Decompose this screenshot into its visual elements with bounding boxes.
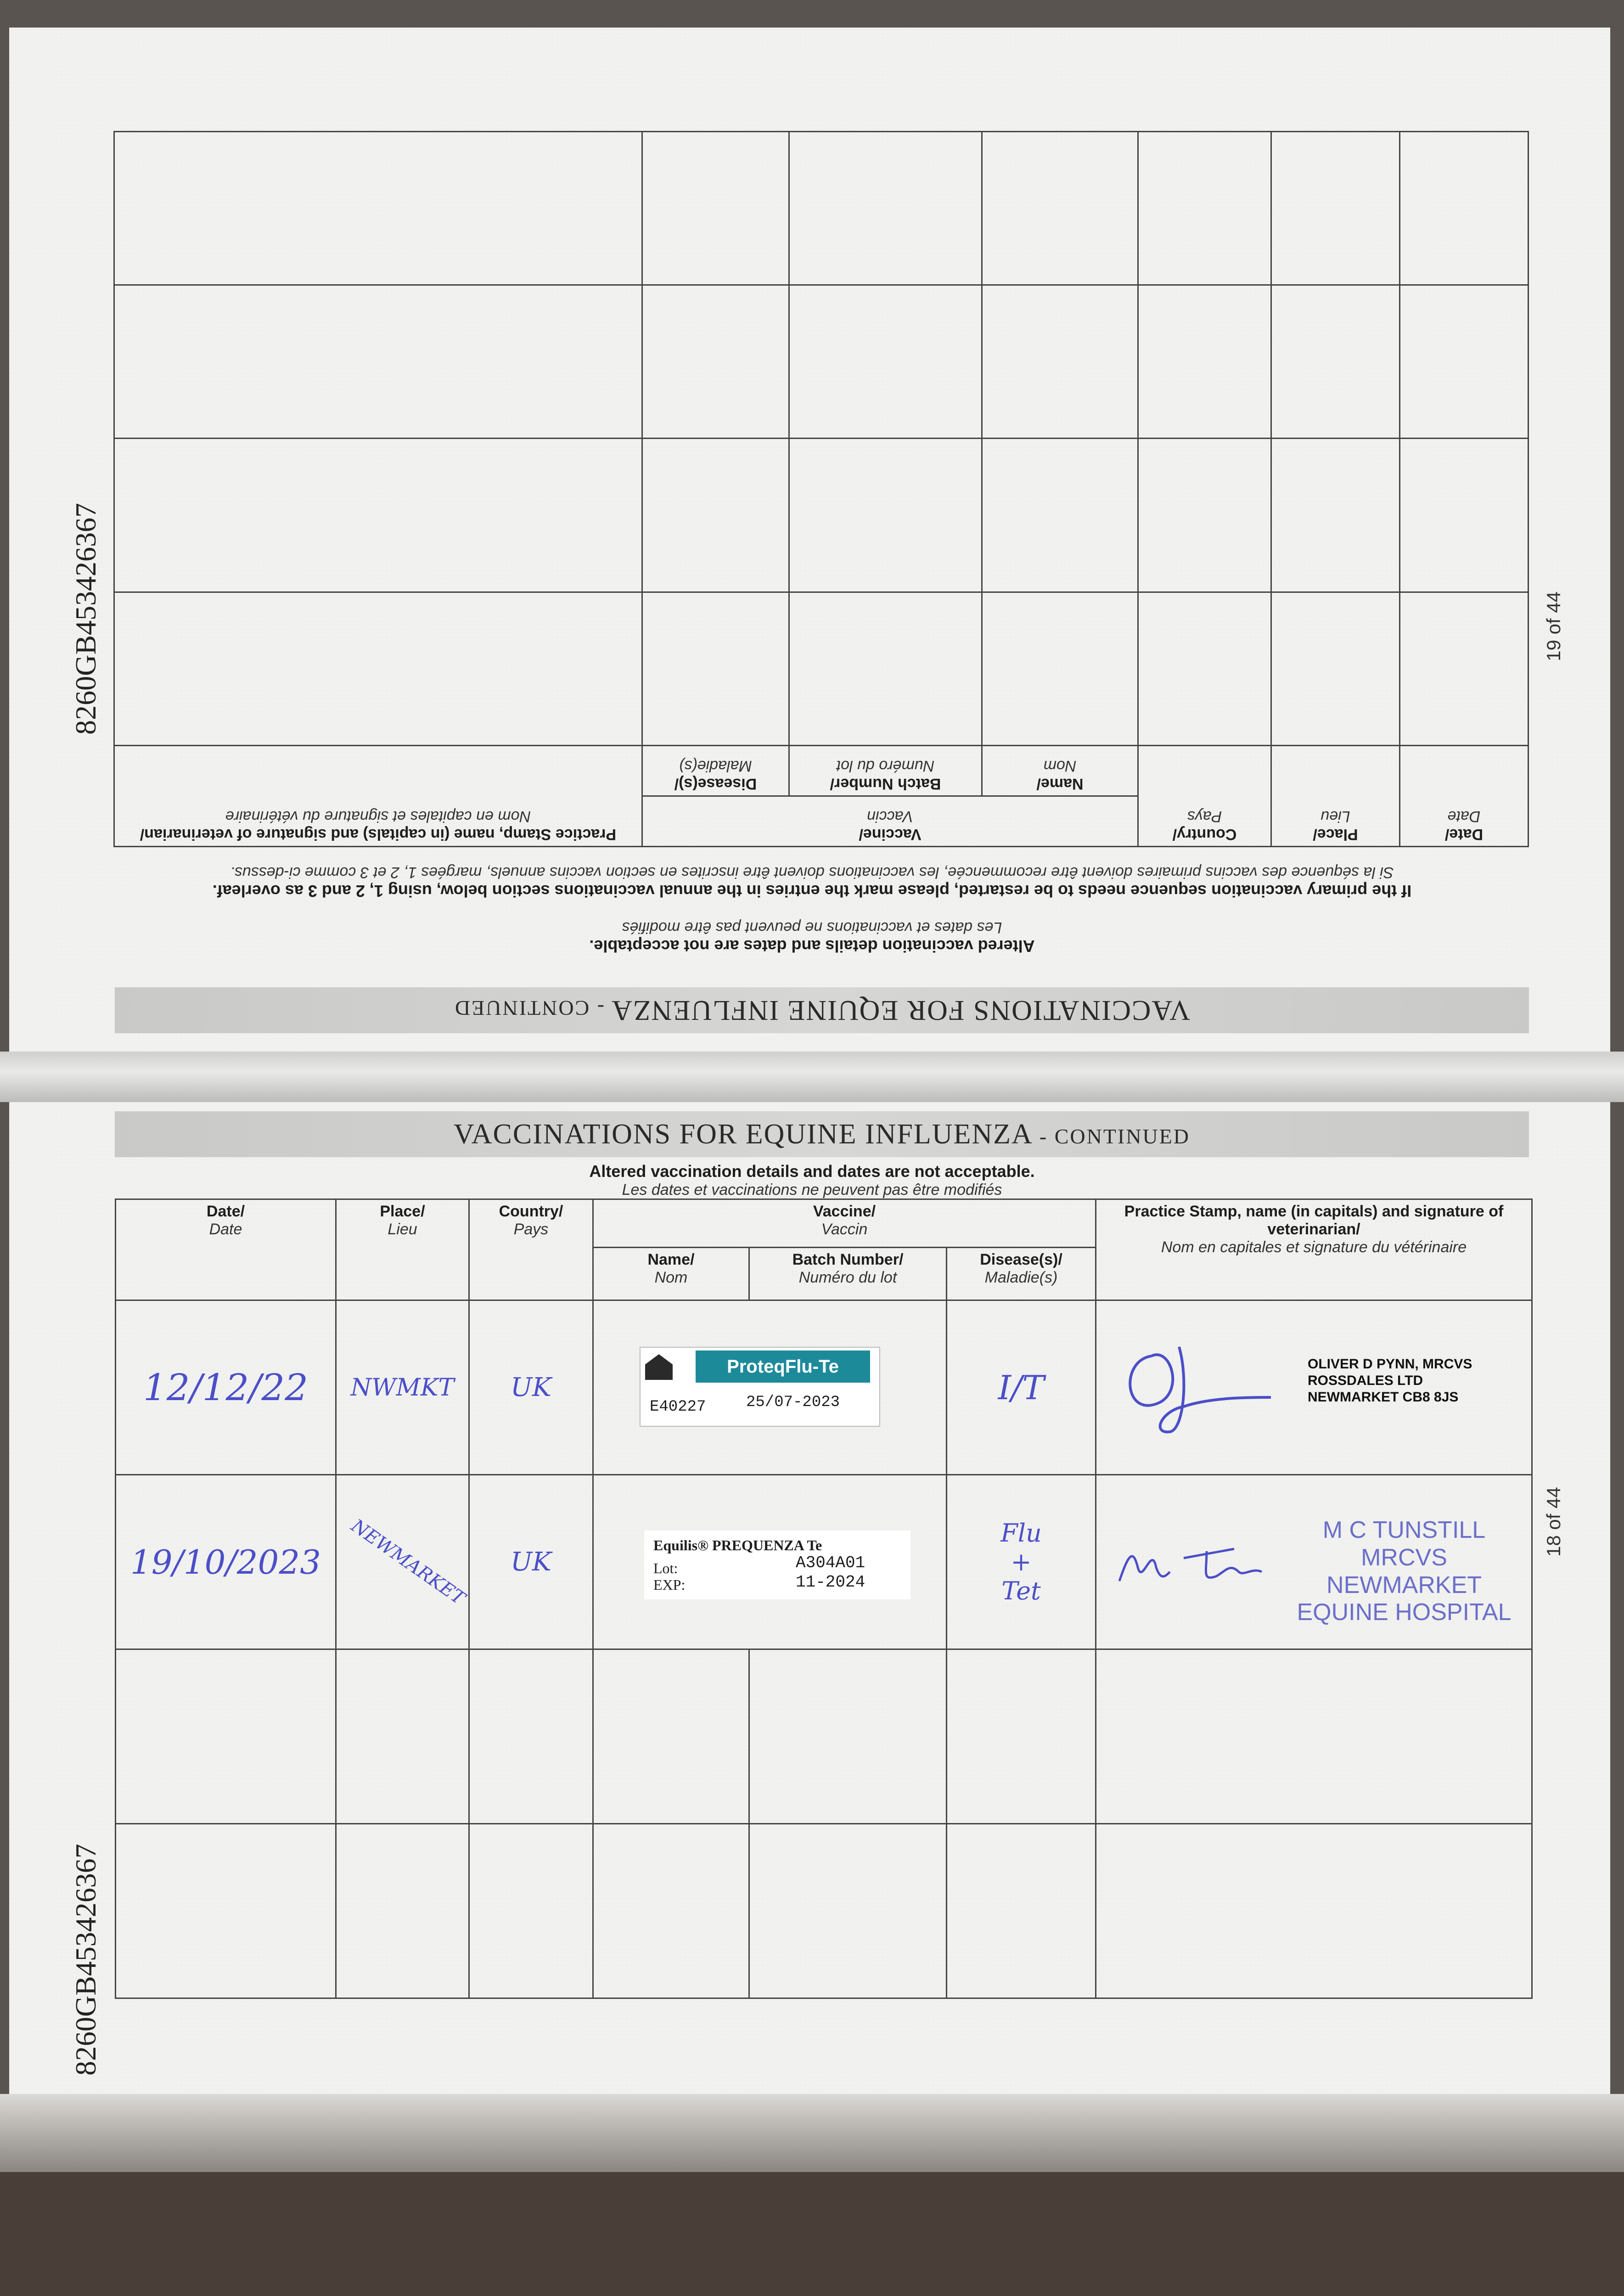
row1-vaccine-sticker-cell	[594, 1301, 946, 1474]
header-country: Country/ Pays	[1138, 746, 1271, 847]
vet-signature-1	[1110, 1328, 1276, 1439]
practice-stamp-1	[1308, 1356, 1472, 1406]
top-altered-notice	[0, 918, 1624, 956]
table-row	[114, 132, 1528, 285]
table-row	[114, 285, 1528, 439]
header-batch: Batch Number/ Numéro du lot	[749, 1248, 947, 1300]
altered-notice-fr: Les dates et vaccinations ne peuvent pas être modifiés	[622, 919, 1002, 936]
vaccine-brand: Equilis® PREQUENZA Te	[653, 1537, 822, 1553]
row2-place: NEWMARKET	[347, 1515, 469, 1609]
vaccine-batch: A304A01	[796, 1553, 865, 1572]
header-date: Date/ Date	[116, 1199, 336, 1300]
passport-number-top: 8260GB453426367	[69, 503, 102, 735]
stamp-line: M C TUNSTILL MRCVS	[1322, 1517, 1486, 1571]
top-vaccination-table-block	[115, 131, 1529, 847]
row2-disease-line2: +	[1011, 1548, 1032, 1576]
row1-practice-cell	[1096, 1301, 1531, 1474]
altered-notice-en: Altered vaccination details and dates are not acceptable.	[589, 1162, 1035, 1181]
stamp-line: NEWMARKET CB8 8JS	[1308, 1390, 1459, 1405]
header-place: Place/ Lieu	[336, 1199, 469, 1300]
passport-number-bottom: 8260GB453426367	[69, 1844, 102, 2076]
stamp-line: NEWMARKET	[1326, 1571, 1482, 1598]
page-number-top: 19 of 44	[1543, 591, 1564, 661]
house-icon	[645, 1354, 673, 1380]
table-row	[116, 1300, 1532, 1475]
table-row	[114, 439, 1528, 592]
table-row	[116, 1649, 1532, 1824]
altered-notice-en: Altered vaccination details and dates are not acceptable.	[589, 937, 1035, 956]
header-disease: Disease(s)/ Maladie(s)	[947, 1248, 1096, 1300]
row1-place: NWMKT	[350, 1373, 455, 1401]
vaccine-brand: ProteqFlu-Te	[696, 1351, 870, 1383]
vaccine-expiry: 25/07-2023	[746, 1394, 840, 1411]
header-vaccine: Vaccine/ Vaccin	[642, 796, 1138, 847]
page-number-bottom: 18 of 44	[1543, 1487, 1564, 1557]
bottom-banner	[115, 1111, 1529, 1157]
row2-date: 19/10/2023	[130, 1542, 321, 1581]
page-edge	[0, 2094, 1624, 2172]
book-spine	[0, 1052, 1624, 1102]
vaccine-expiry: 11-2024	[796, 1573, 865, 1592]
banner-title: VACCINATIONS FOR EQUINE INFLUENZA	[612, 995, 1191, 1026]
top-banner	[115, 987, 1529, 1033]
sequence-note-fr: Si la séquence des vaccins primaires doivent être recommencée, les vaccinations doivent être inscrites en section vaccins annuels, margées 1, 2 et 3 comme ci-dessus.	[230, 864, 1394, 881]
banner-title: VACCINATIONS FOR EQUINE INFLUENZA	[453, 1119, 1032, 1150]
banner-continued: - CONTINUED	[454, 996, 605, 1020]
header-country: Country/ Pays	[469, 1199, 593, 1300]
sequence-note-en: If the primary vaccination sequence needs to be restarted, please mark the entries in the annual vaccinations section below, using 1, 2 and 3 as overleaf.	[212, 882, 1412, 900]
header-place: Place/ Lieu	[1271, 746, 1400, 847]
row1-country: UK	[510, 1373, 552, 1402]
top-vaccination-table	[113, 131, 1529, 847]
row2-disease-line3: Tet	[1001, 1576, 1041, 1605]
table-row	[114, 592, 1528, 745]
header-vaccine: Vaccine/ Vaccin	[593, 1199, 1096, 1248]
stamp-line: OLIVER D PYNN, MRCVS	[1308, 1356, 1472, 1372]
header-date: Date/ Date	[1400, 746, 1528, 847]
vaccine-sticker	[640, 1347, 880, 1427]
book-cover	[0, 2172, 1624, 2296]
exp-label: EXP:	[653, 1576, 686, 1593]
banner-continued: - CONTINUED	[1039, 1125, 1190, 1148]
lot-label: Lot:	[653, 1560, 678, 1576]
stamp-line: EQUINE HOSPITAL	[1297, 1599, 1512, 1626]
header-practice: Practice Stamp, name (in capitals) and signature of veterinarian/ Nom en capitales et signature du vétérinaire	[114, 746, 642, 847]
row2-practice-cell	[1096, 1475, 1531, 1649]
header-batch: Batch Number/ Numéro du lot	[789, 746, 982, 796]
altered-notice-fr: Les dates et vaccinations ne peuvent pas être modifiés	[622, 1181, 1002, 1199]
row1-date: 12/12/22	[143, 1366, 309, 1409]
table-row	[116, 1824, 1532, 1998]
header-practice: Practice Stamp, name (in capitals) and signature of veterinarian/ Nom en capitales et signature du vétérinaire	[1096, 1199, 1532, 1300]
header-name: Name/ Nom	[982, 746, 1138, 796]
row2-country: UK	[510, 1547, 552, 1577]
stamp-line: ROSSDALES LTD	[1308, 1373, 1423, 1388]
row2-disease-line1: Flu	[1000, 1519, 1042, 1548]
table-row	[116, 1475, 1532, 1649]
row1-disease: I/T	[998, 1368, 1045, 1407]
vet-signature-2	[1115, 1526, 1271, 1599]
practice-stamp-2	[1280, 1517, 1528, 1626]
header-disease: Disease(s)/ Maladie(s)	[642, 746, 789, 796]
bottom-altered-notice	[0, 1162, 1624, 1199]
vaccine-sticker	[644, 1531, 910, 1599]
top-notice	[0, 863, 1624, 900]
row2-vaccine-sticker-cell	[594, 1475, 946, 1649]
bottom-vaccination-table	[115, 1199, 1533, 1999]
header-name: Name/ Nom	[593, 1248, 749, 1300]
vaccine-batch: E40227	[650, 1398, 706, 1416]
